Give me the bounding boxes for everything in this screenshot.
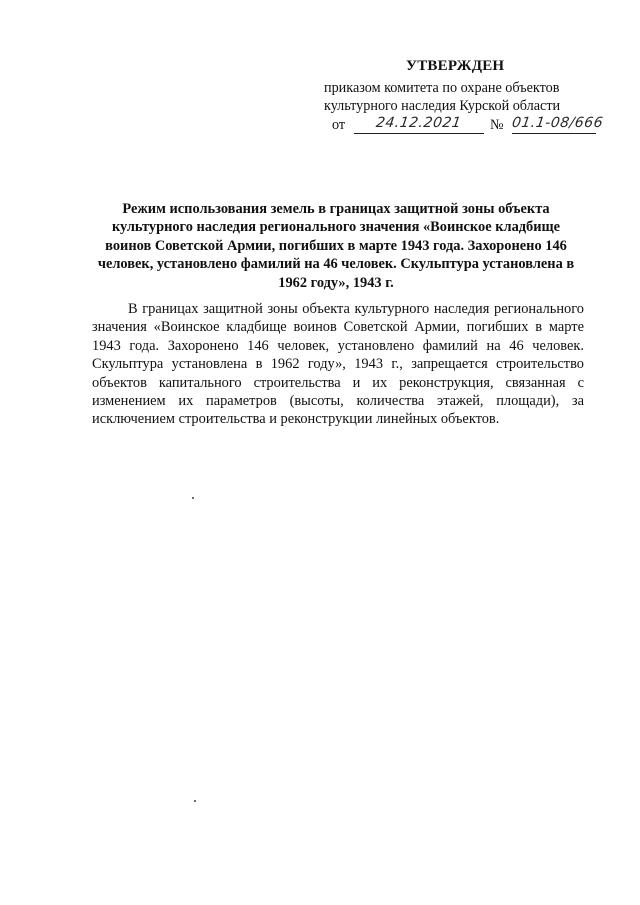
document-body-paragraph: В границах защитной зоны объекта культурного наследия регионального значения «Воинское кладбище воинов Советской Армии, погибших в марте 1943 года. Захоронено 146 человек, установлено фамилий на 46 человек. Скульптура установлена в 1962 году», 1943 г., запрещается строительство объектов капитального строительства и их реконструкция, связанная с изменением их параметров (высоты, количества этажей, площади), за исключением строительства и реконструкции линейных объектов. (92, 301, 584, 428)
order-number: 01.1-08/666 (510, 115, 605, 131)
approval-order-line: приказом комитета по охране объектов (324, 80, 560, 96)
scan-speck (194, 800, 196, 802)
order-number-field (510, 115, 605, 134)
from-label: от (332, 117, 346, 133)
document-heading: Режим использования земель в границах защитной зоны объекта культурного наследия регионального значения «Воинское кладбище воинов Советской Армии, погибших в марте 1943 года. Захоронено 146 человек, установлено фамилий на 46 человек. Скульптура установлена в 1962 году», 1943 г. (97, 201, 575, 291)
approval-title: УТВЕРЖДЕН (406, 58, 505, 74)
approval-date-number-line (332, 115, 605, 139)
scan-speck (192, 497, 194, 499)
order-date: 24.12.2021 (375, 115, 463, 131)
approval-committee-line: культурного наследия Курской области (324, 98, 561, 114)
number-label: № (490, 117, 504, 133)
order-date-field (354, 115, 484, 134)
